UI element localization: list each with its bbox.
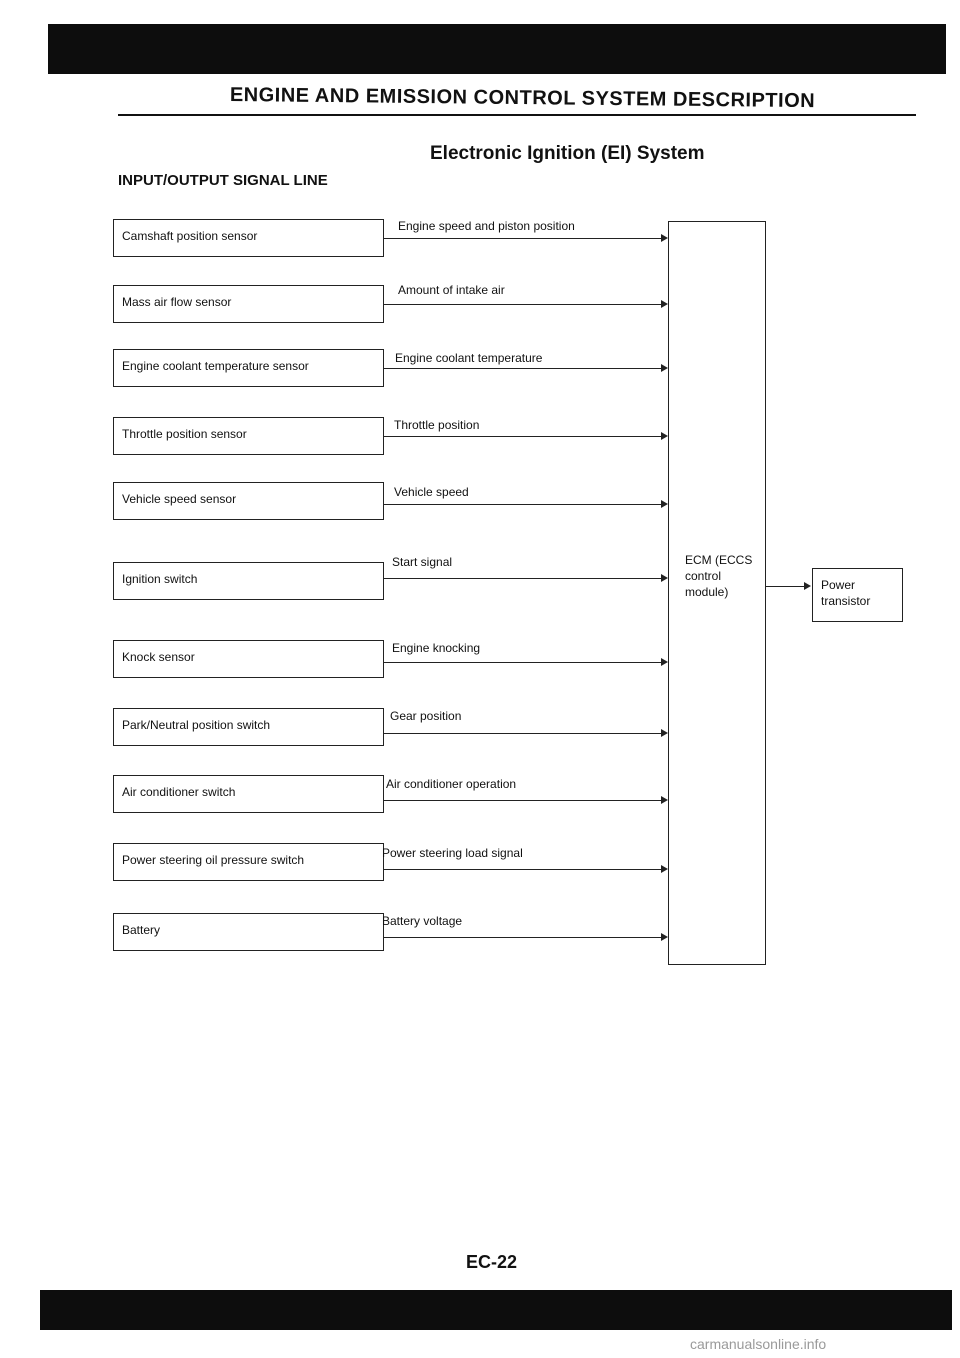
- sensor-box-knock: [113, 640, 384, 678]
- arrow-head: [661, 933, 668, 941]
- signal-label: Engine knocking: [392, 641, 481, 655]
- signal-wire: [384, 733, 661, 734]
- signal-label: Engine speed and piston position: [398, 219, 575, 233]
- signal-label: Amount of intake air: [398, 283, 505, 297]
- arrow-head: [661, 500, 668, 508]
- output-arrow-head: [804, 582, 811, 590]
- arrow-head: [661, 658, 668, 666]
- signal-label: Power steering load signal: [382, 846, 523, 860]
- signal-wire: [384, 662, 661, 663]
- arrow-head: [661, 729, 668, 737]
- signal-wire: [384, 238, 661, 239]
- signal-wire: [384, 304, 661, 305]
- ecm-label-line2: control: [685, 569, 722, 583]
- page-header: ENGINE AND EMISSION CONTROL SYSTEM DESCRIPTION: [229, 84, 816, 113]
- sensor-label: Air conditioner switch: [122, 785, 236, 799]
- arrow-head: [661, 364, 668, 372]
- ecm-label: [685, 552, 765, 600]
- arrow-head: [661, 796, 668, 804]
- sensor-box-park-neutral: [113, 708, 384, 746]
- signal-label: Vehicle speed: [394, 485, 469, 499]
- signal-wire: [384, 869, 661, 870]
- signal-wire: [384, 368, 661, 369]
- sensor-box-throttle: [113, 417, 384, 455]
- sensor-label: Battery: [122, 923, 161, 937]
- arrow-head: [661, 574, 668, 582]
- sensor-box-vehicle-speed: [113, 482, 384, 520]
- watermark: carmanualsonline.info: [690, 1336, 827, 1352]
- sensor-label: Ignition switch: [122, 572, 198, 586]
- signal-wire: [384, 578, 661, 579]
- signal-wire: [384, 504, 661, 505]
- section-title: Electronic Ignition (EI) System: [430, 143, 705, 164]
- signal-wire: [384, 800, 661, 801]
- sensor-label: Camshaft position sensor: [122, 229, 258, 243]
- sensor-label: Knock sensor: [122, 650, 195, 664]
- power-transistor-box: [812, 568, 903, 622]
- sensor-box-power-steering: [113, 843, 384, 881]
- arrow-head: [661, 865, 668, 873]
- output-wire: [766, 586, 804, 587]
- sensor-label: Engine coolant temperature sensor: [122, 359, 309, 373]
- output-label-line1: Power: [821, 578, 856, 592]
- signal-label: Gear position: [390, 709, 462, 723]
- bottom-banner: [40, 1290, 952, 1330]
- sensor-box-air-conditioner: [113, 775, 384, 813]
- signal-label: Start signal: [392, 555, 453, 569]
- sensor-box-camshaft: [113, 219, 384, 257]
- signal-label: Air conditioner operation: [386, 777, 517, 791]
- arrow-head: [661, 432, 668, 440]
- output-label-line2: transistor: [821, 594, 871, 608]
- signal-label: Battery voltage: [382, 914, 463, 928]
- sensor-label: Power steering oil pressure switch: [122, 853, 305, 867]
- signal-line-heading: INPUT/OUTPUT SIGNAL LINE: [118, 172, 328, 189]
- signal-label: Throttle position: [394, 418, 480, 432]
- sensor-box-coolant-temp: [113, 349, 384, 387]
- ecm-label-line1: ECM (ECCS: [685, 553, 753, 567]
- signal-wire: [384, 436, 661, 437]
- arrow-head: [661, 300, 668, 308]
- top-banner: [48, 24, 946, 74]
- page-number: EC-22: [466, 1252, 518, 1272]
- header-rule: [118, 114, 916, 116]
- sensor-label: Throttle position sensor: [122, 427, 247, 441]
- sensor-box-mass-air-flow: [113, 285, 384, 323]
- sensor-box-ignition-switch: [113, 562, 384, 600]
- sensor-label: Vehicle speed sensor: [122, 492, 237, 506]
- ecm-label-line3: module): [685, 585, 729, 599]
- arrow-head: [661, 234, 668, 242]
- sensor-label: Park/Neutral position switch: [122, 718, 271, 732]
- signal-wire: [384, 937, 661, 938]
- sensor-label: Mass air flow sensor: [122, 295, 232, 309]
- sensor-box-battery: [113, 913, 384, 951]
- signal-label: Engine coolant temperature: [395, 351, 543, 365]
